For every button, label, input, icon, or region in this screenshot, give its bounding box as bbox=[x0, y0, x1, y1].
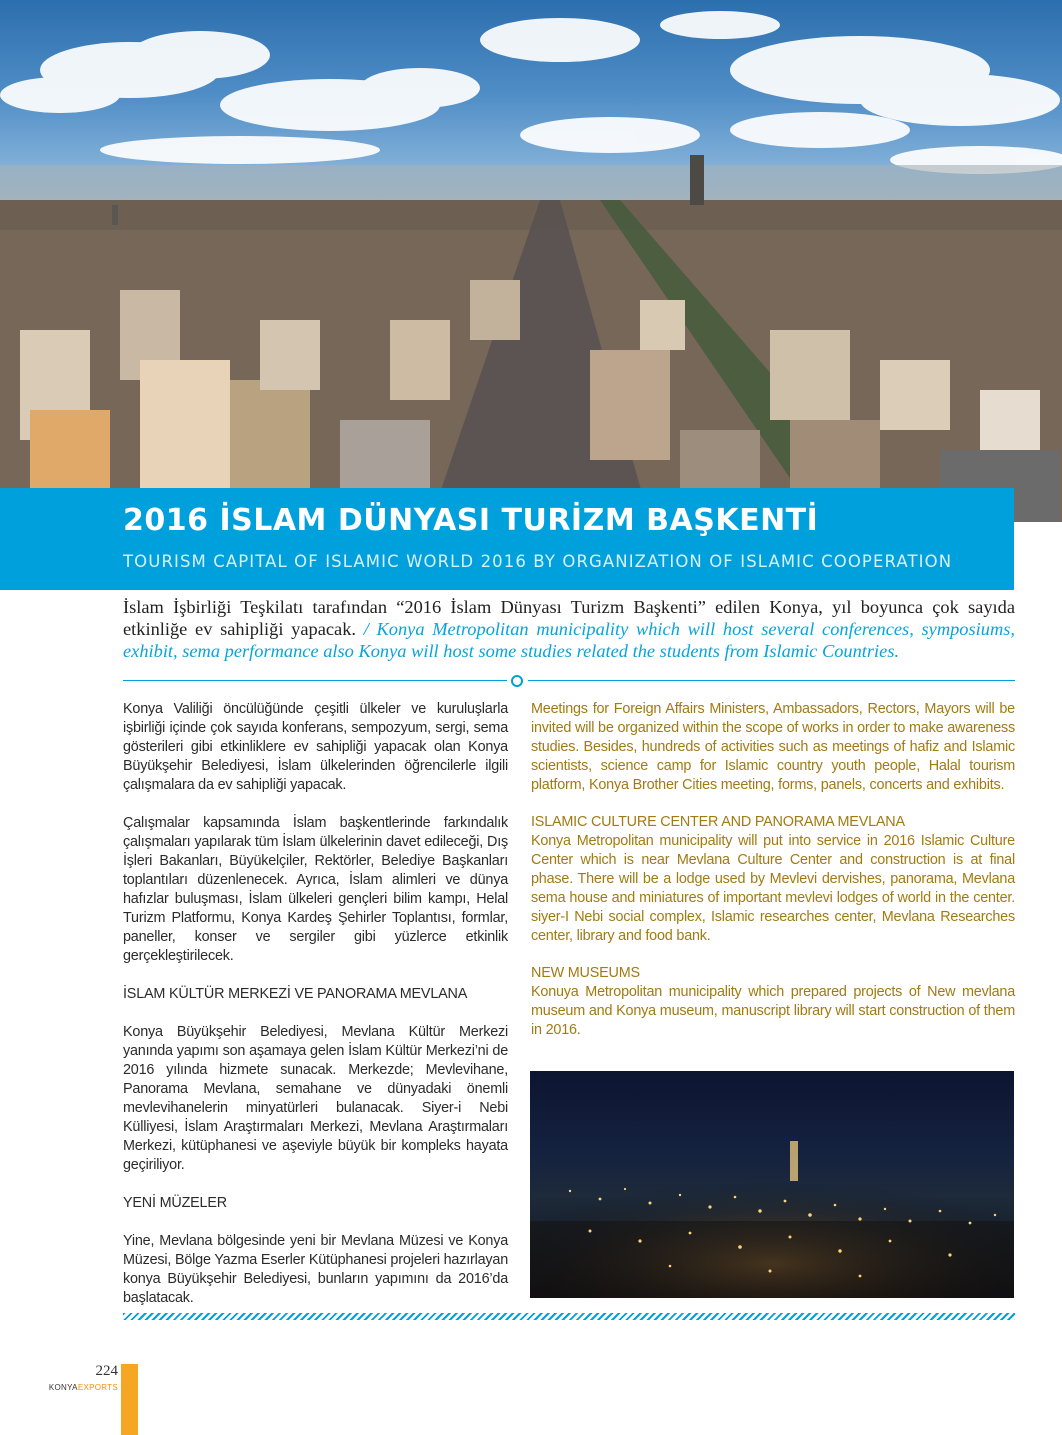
hero-photo-art bbox=[0, 0, 1062, 522]
city-blocks bbox=[0, 155, 1062, 522]
turkish-column bbox=[123, 700, 508, 1327]
tr-paragraph-3: Konya Büyükşehir Belediyesi, Mevlana Kültür Merkezi yanında yapımı son aşamaya gelen İslam Kültür Merkezi’ni de 2016 yılında hizmete sunacak. Merkezde; Mevlevihane, Panorama Mevlana, semahane ve dünyadaki önemli mevlevihanelerin minyatürleri bulanacak. Siyer-i Nebi Külliyesi, İslam Araştırmaları Merkezi, Mevlana Araştırmaları Merkezi, kütüphanesi ve aşeviyle büyük bir kompleks hayata geçiriliyor. bbox=[123, 1024, 508, 1173]
tr-paragraph-2: Çalışmalar kapsamında İslam başkentlerinde farkındalık çalışmaları yapılarak tüm İslam ülkelerinin davet edileceği, Dış İşleri Bakanları, Büyükelçiler, Rektörler, Belediye Başkanları toplantıları düzenlenecek. Ayrıca, İslam alimleri ve dünya hafızlar buluşması, İslam ülkeleri gençleri bilim kampı, Helal Turizm Platformu, Konya Kardeş Şehirler Toplantısı, formlar, paneller, konser ve sergiler gibi yüzlerce etkinlik gerçekleştirilecek. bbox=[123, 815, 508, 964]
en-heading-1: ISLAMIC CULTURE CENTER AND PANORAMA MEVLANA bbox=[531, 814, 905, 830]
magazine-brand bbox=[30, 1383, 118, 1392]
tr-heading-1: İSLAM KÜLTÜR MERKEZİ VE PANORAMA MEVLANA bbox=[123, 986, 468, 1002]
divider-right bbox=[528, 680, 1015, 681]
intro-english: / Konya Metropolitan municipality which will host several conferences, symposiums, exhibit, sema performance also Konya will host some studies related the students from Islamic Countries. bbox=[123, 619, 1015, 661]
en-paragraph-3: Konuya Metropolitan municipality which prepared projects of New mevlana museum and Konya museum, manuscript library will start construction of them in 2016. bbox=[531, 984, 1015, 1038]
english-column bbox=[531, 700, 1015, 1058]
en-paragraph-2: Konya Metropolitan municipality will put into service in 2016 Islamic Culture Center which is near Mevlana Culture Center and construction is at final phase. There will be a lodge used by Mevlevi dervishes, panorama, Mevlana sema house and miniatures of important mevlevi lodges of world in the center. siyer-I Nebi social complex, Islamic researches center, Mevlana Researches center, library and food bank. bbox=[531, 833, 1015, 944]
page-number: 224 bbox=[95, 1363, 118, 1379]
intro-paragraph bbox=[123, 596, 1015, 662]
striped-divider bbox=[123, 1313, 1015, 1320]
night-photo-art bbox=[530, 1071, 1014, 1298]
intro-turkish: İslam İşbirliği Teşkilatı tarafından “2016 İslam Dünyası Turizm Başkenti” edilen Konya, yıl boyunca çok sayıda etkinliğe ev sahipliği yapacak. bbox=[123, 597, 1015, 639]
night-city-photo bbox=[530, 1071, 1014, 1298]
cloud-shapes bbox=[0, 11, 1062, 174]
page-title: 2016 İSLAM DÜNYASI TURİZM BAŞKENTİ bbox=[123, 503, 819, 538]
brand-main: KONYA bbox=[48, 1383, 78, 1392]
page-subtitle: TOURISM CAPITAL OF ISLAMIC WORLD 2016 BY ORGANIZATION OF ISLAMIC COOPERATION bbox=[123, 552, 953, 571]
divider-left bbox=[123, 680, 507, 681]
tr-paragraph-1: Konya Valiliği öncülüğünde çeşitli ülkeler ve kuruluşlarla işbirliği içinde çok sayıda konferans, sempozyum, sergi, sema gösterileri gibi etkinliklere ev sahipliği yapacak olan Konya Büyükşehir Belediyesi, İslam ülkelerinden öğrencilerle ilgili çalışmalara da ev sahipliği yapacak. bbox=[123, 701, 508, 793]
brand-accent: EXPORTS bbox=[77, 1383, 118, 1392]
divider-dot-icon bbox=[511, 675, 523, 687]
en-heading-2: NEW MUSEUMS bbox=[531, 965, 640, 981]
tr-paragraph-4: Yine, Mevlana bölgesinde yeni bir Mevlana Müzesi ve Konya Müzesi, Bölge Yazma Eserler Kütüphanesi projeleri hazırlayan konya Büyükşehir Belediyesi, bunların yapımını da 2016’da başlatacak. bbox=[123, 1233, 509, 1306]
tr-heading-2: YENİ MÜZELER bbox=[123, 1195, 227, 1211]
hero-city-photo bbox=[0, 0, 1062, 522]
page-edge-tab bbox=[121, 1364, 138, 1435]
en-paragraph-1: Meetings for Foreign Affairs Ministers, Ambassadors, Rectors, Mayors will be invited will be organized within the scope of works in order to make awareness studies. Besides, hundreds of activities such as meetings of hafiz and Islamic scientists, science camp for Islamic country youth people, Halal tourism platform, Konya Brother Cities meeting, forms, panels, concerts and exhibits. bbox=[531, 701, 1015, 793]
